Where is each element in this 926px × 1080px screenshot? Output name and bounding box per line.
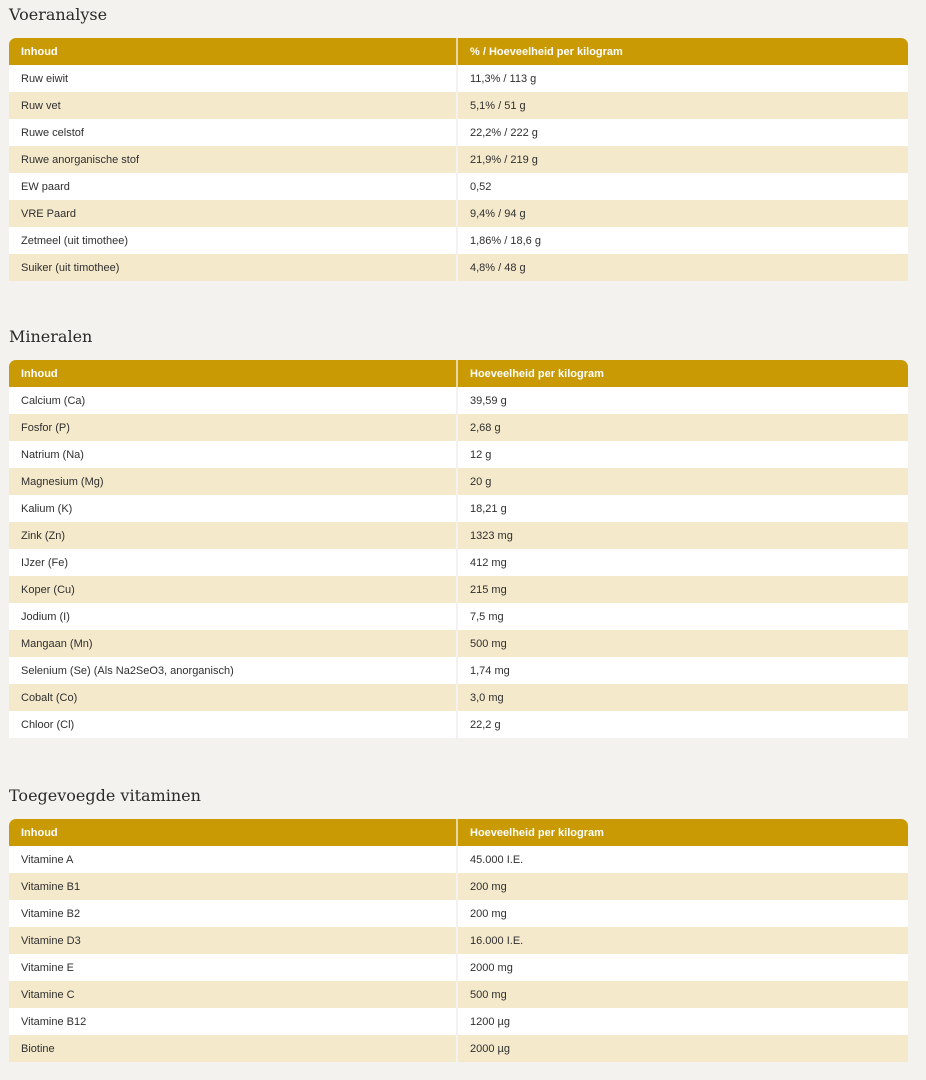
cell-inhoud: EW paard <box>9 173 458 200</box>
cell-inhoud: Koper (Cu) <box>9 576 458 603</box>
table-row <box>9 495 908 522</box>
cell-amount: 1,74 mg <box>458 657 908 684</box>
table-row <box>9 630 908 657</box>
cell-inhoud: Suiker (uit timothee) <box>9 254 458 281</box>
cell-inhoud: Fosfor (P) <box>9 414 458 441</box>
column-header-inhoud: Inhoud <box>9 819 458 846</box>
section-voeranalyse <box>9 6 908 281</box>
table-header-row <box>9 360 908 387</box>
cell-amount: 215 mg <box>458 576 908 603</box>
cell-amount: 3,0 mg <box>458 684 908 711</box>
cell-inhoud: Vitamine D3 <box>9 927 458 954</box>
table-row <box>9 549 908 576</box>
cell-amount: 11,3% / 113 g <box>458 65 908 92</box>
cell-amount: 22,2% / 222 g <box>458 119 908 146</box>
section-title: Toegevoegde vitaminen <box>9 786 201 805</box>
table-row <box>9 927 908 954</box>
table-row <box>9 954 908 981</box>
cell-inhoud: Zink (Zn) <box>9 522 458 549</box>
table-row <box>9 173 908 200</box>
cell-amount: 2000 µg <box>458 1035 908 1062</box>
cell-amount: 2000 mg <box>458 954 908 981</box>
section-vitaminen <box>9 787 908 1062</box>
cell-amount: 200 mg <box>458 873 908 900</box>
mineralen-table <box>9 360 908 738</box>
table-row <box>9 522 908 549</box>
cell-inhoud: Ruwe anorganische stof <box>9 146 458 173</box>
cell-inhoud: Mangaan (Mn) <box>9 630 458 657</box>
section-title: Mineralen <box>9 327 93 346</box>
table-header-row <box>9 38 908 65</box>
cell-amount: 18,21 g <box>458 495 908 522</box>
cell-amount: 1,86% / 18,6 g <box>458 227 908 254</box>
table-header-row <box>9 819 908 846</box>
cell-inhoud: Vitamine B12 <box>9 1008 458 1035</box>
table-row <box>9 200 908 227</box>
table-row <box>9 576 908 603</box>
cell-amount: 20 g <box>458 468 908 495</box>
table-row <box>9 146 908 173</box>
table-row <box>9 227 908 254</box>
table-row <box>9 414 908 441</box>
cell-inhoud: Vitamine A <box>9 846 458 873</box>
cell-amount: 5,1% / 51 g <box>458 92 908 119</box>
cell-amount: 7,5 mg <box>458 603 908 630</box>
cell-amount: 45.000 I.E. <box>458 846 908 873</box>
cell-inhoud: Natrium (Na) <box>9 441 458 468</box>
table-row <box>9 846 908 873</box>
cell-inhoud: Chloor (Cl) <box>9 711 458 738</box>
cell-inhoud: Vitamine B2 <box>9 900 458 927</box>
table-row <box>9 468 908 495</box>
cell-amount: 39,59 g <box>458 387 908 414</box>
table-row <box>9 603 908 630</box>
cell-inhoud: Cobalt (Co) <box>9 684 458 711</box>
cell-amount: 21,9% / 219 g <box>458 146 908 173</box>
table-row <box>9 119 908 146</box>
section-title: Voeranalyse <box>9 5 108 24</box>
section-mineralen <box>9 328 908 738</box>
cell-amount: 22,2 g <box>458 711 908 738</box>
table-row <box>9 1008 908 1035</box>
table-row <box>9 684 908 711</box>
cell-amount: 1323 mg <box>458 522 908 549</box>
table-row <box>9 711 908 738</box>
cell-amount: 412 mg <box>458 549 908 576</box>
cell-inhoud: VRE Paard <box>9 200 458 227</box>
cell-inhoud: Ruw vet <box>9 92 458 119</box>
table-row <box>9 387 908 414</box>
cell-inhoud: Vitamine C <box>9 981 458 1008</box>
table-row <box>9 981 908 1008</box>
cell-amount: 500 mg <box>458 630 908 657</box>
cell-amount: 16.000 I.E. <box>458 927 908 954</box>
column-header-inhoud: Inhoud <box>9 38 458 65</box>
table-row <box>9 900 908 927</box>
cell-inhoud: Zetmeel (uit timothee) <box>9 227 458 254</box>
cell-amount: 4,8% / 48 g <box>458 254 908 281</box>
table-row <box>9 65 908 92</box>
cell-inhoud: Vitamine E <box>9 954 458 981</box>
column-header-amount: Hoeveelheid per kilogram <box>458 360 908 387</box>
table-row <box>9 254 908 281</box>
column-header-amount: % / Hoeveelheid per kilogram <box>458 38 908 65</box>
cell-inhoud: Ruwe celstof <box>9 119 458 146</box>
cell-amount: 200 mg <box>458 900 908 927</box>
cell-amount: 500 mg <box>458 981 908 1008</box>
vitaminen-table <box>9 819 908 1062</box>
table-row <box>9 873 908 900</box>
cell-inhoud: IJzer (Fe) <box>9 549 458 576</box>
table-row <box>9 1035 908 1062</box>
cell-inhoud: Kalium (K) <box>9 495 458 522</box>
cell-inhoud: Calcium (Ca) <box>9 387 458 414</box>
cell-amount: 2,68 g <box>458 414 908 441</box>
table-row <box>9 92 908 119</box>
cell-inhoud: Selenium (Se) (Als Na2SeO3, anorganisch) <box>9 657 458 684</box>
column-header-amount: Hoeveelheid per kilogram <box>458 819 908 846</box>
cell-amount: 1200 µg <box>458 1008 908 1035</box>
cell-amount: 0,52 <box>458 173 908 200</box>
cell-amount: 9,4% / 94 g <box>458 200 908 227</box>
table-row <box>9 657 908 684</box>
cell-inhoud: Jodium (I) <box>9 603 458 630</box>
voeranalyse-table <box>9 38 908 281</box>
cell-inhoud: Vitamine B1 <box>9 873 458 900</box>
table-row <box>9 441 908 468</box>
cell-inhoud: Biotine <box>9 1035 458 1062</box>
cell-inhoud: Ruw eiwit <box>9 65 458 92</box>
cell-amount: 12 g <box>458 441 908 468</box>
cell-inhoud: Magnesium (Mg) <box>9 468 458 495</box>
column-header-inhoud: Inhoud <box>9 360 458 387</box>
